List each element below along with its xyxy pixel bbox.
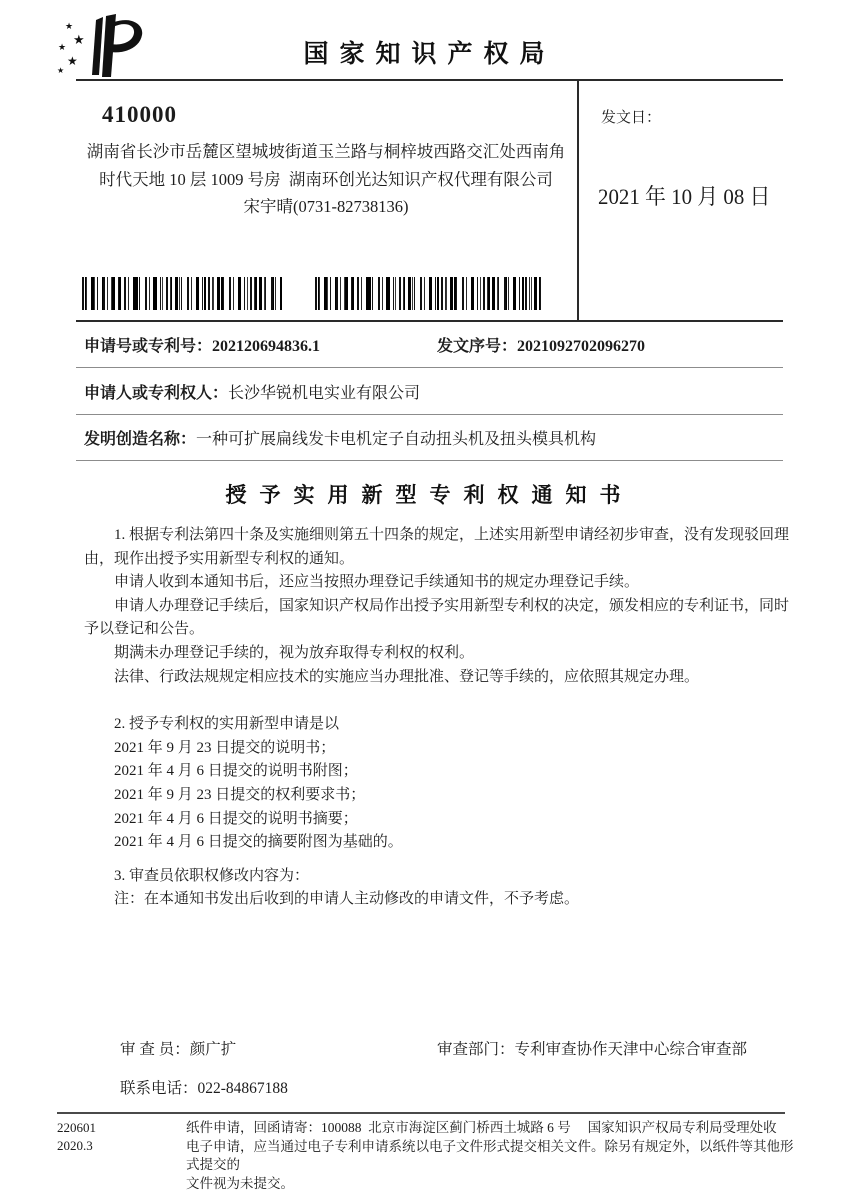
svg-text:★: ★ xyxy=(67,54,78,68)
svg-text:★: ★ xyxy=(65,21,74,31)
serial-number-value: 2021092702096270 xyxy=(517,338,646,355)
footer-form-code: 220601 xyxy=(57,1120,96,1135)
section3-note: 注：在本通知书发出后收到的申请人主动修改的申请文件，不予考虑。 xyxy=(114,891,580,908)
application-number-row xyxy=(84,336,784,358)
footer-line-1: 纸件申请，回函请寄：100088 北京市海淀区蓟门桥西土城路 6 号 国家知识产权局专利局受理处收 xyxy=(186,1120,777,1135)
barcode-bottom-rule xyxy=(76,320,783,322)
recipient-postcode: 410000 xyxy=(102,102,177,127)
section2-item-4: 2021 年 4 月 6 日提交的说明书摘要； xyxy=(114,810,358,827)
section2-item-5: 2021 年 4 月 6 日提交的摘要附图为基础的。 xyxy=(114,834,403,851)
contact-phone-label: 联系电话： xyxy=(120,1080,198,1097)
dispatch-date-label: 发文日： xyxy=(601,110,662,126)
svg-text:★: ★ xyxy=(58,42,67,52)
contact-phone-row xyxy=(120,1076,790,1098)
notice-paragraph-4: 期满未办理登记手续的，视为放弃取得专利权的权利。 xyxy=(114,644,475,661)
serial-number-label: 发文序号： xyxy=(437,338,518,355)
notice-paragraph-5: 法律、行政法规规定相应技术的实施应当办理批准、登记等手续的，应依照其规定办理。 xyxy=(114,668,700,685)
section3-heading: 3. 审查员依职权修改内容为： xyxy=(114,867,310,884)
examiner-row xyxy=(120,1037,790,1059)
header-rule xyxy=(76,79,783,81)
department-value: 专利审查协作天津中心综合审查部 xyxy=(514,1041,748,1058)
section2-item-1: 2021 年 9 月 23 日提交的说明书； xyxy=(114,739,336,756)
svg-text:★: ★ xyxy=(73,32,85,47)
recipient-address-line1: 湖南省长沙市岳麓区望城坡街道玉兰路与桐梓坡西路交汇处西南角 xyxy=(86,142,566,161)
applicant-value: 长沙华锐机电实业有限公司 xyxy=(228,385,421,402)
notice-paragraph-2: 申请人收到本通知书后，还应当按照办理登记手续通知书的规定办理登记手续。 xyxy=(114,574,640,591)
invention-title-row xyxy=(84,429,784,451)
recipient-address-line2: 时代天地 10 层 1009 号房 湖南环创光达知识产权代理有限公司 xyxy=(99,169,553,189)
invention-title-value: 一种可扩展扁线发卡电机定子自动扭头机及扭头模具机构 xyxy=(196,431,597,448)
date-box-divider xyxy=(577,80,579,321)
row-divider xyxy=(76,460,783,461)
section2-heading: 2. 授予专利权的实用新型申请是以 xyxy=(114,716,340,733)
dispatch-date-value: 2021 年 10 月 08 日 xyxy=(598,184,771,209)
invention-title-label: 发明创造名称： xyxy=(84,431,197,448)
notice-title: 授予实用新型专利权通知书 xyxy=(225,483,634,507)
examiner-label: 审 查 员： xyxy=(120,1041,190,1058)
contact-phone-value: 022-84867188 xyxy=(197,1080,288,1097)
barcode-left-icon xyxy=(82,277,282,310)
notice-paragraph-1: 1. 根据专利法第四十条及实施细则第五十四条的规定，上述实用新型申请经初步审查，没有发现驳回理由，现作出授予实用新型专利权的通知。 xyxy=(84,527,790,567)
applicant-row xyxy=(84,383,784,405)
notice-body xyxy=(84,524,791,912)
agency-title: 国家知识产权局 xyxy=(303,41,556,68)
department-label: 审查部门： xyxy=(437,1041,515,1058)
recipient-block xyxy=(76,102,576,221)
footer-form-version: 2020.3 xyxy=(57,1138,93,1153)
application-number-value: 202120694836.1 xyxy=(212,338,321,355)
applicant-label: 申请人或专利权人： xyxy=(84,385,229,402)
row-divider xyxy=(76,367,783,368)
footer-line-3: 文件视为未提交。 xyxy=(186,1175,294,1191)
notice-paragraph-3: 申请人办理登记手续后，国家知识产权局作出授予实用新型专利权的决定，颁发相应的专利证书，同时予以登记和公告。 xyxy=(84,597,790,638)
section2-item-3: 2021 年 9 月 23 日提交的权利要求书； xyxy=(114,786,366,803)
row-divider xyxy=(76,414,783,415)
examiner-name: 颜广扩 xyxy=(189,1041,237,1058)
footer-form-codes xyxy=(57,1119,96,1155)
section2-item-2: 2021 年 4 月 6 日提交的说明书附图； xyxy=(114,763,358,780)
footer-rule xyxy=(57,1112,785,1114)
recipient-contact: 宋宇晴(0731-82738136) xyxy=(243,197,409,216)
footer-line-2: 电子申请，应当通过电子专利申请系统以电子文件形式提交相关文件。除另有规定外，以纸件等其他形式提交的 xyxy=(186,1138,794,1172)
footer-instructions xyxy=(186,1119,796,1193)
barcode-right-icon xyxy=(315,277,545,310)
svg-text:★: ★ xyxy=(57,66,65,75)
application-number-label: 申请号或专利号： xyxy=(84,338,213,355)
